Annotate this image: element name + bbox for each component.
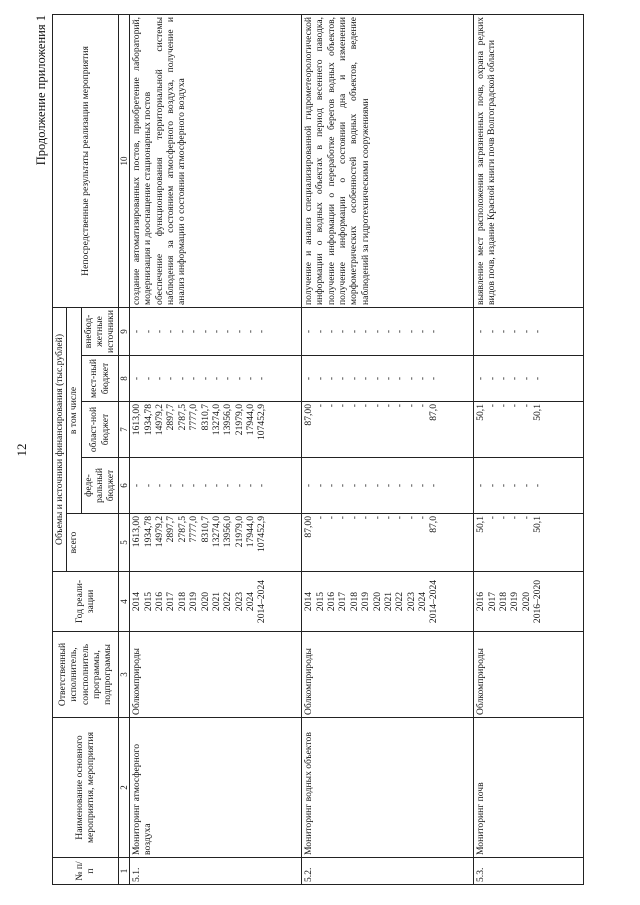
total-cell-value: - <box>337 516 349 520</box>
total-cell-value: 2787,5 <box>176 516 188 543</box>
row-executor: Облкомприроды <box>474 632 584 718</box>
total-cell-value: 8310,7 <box>199 516 211 543</box>
local-cell-value: - <box>497 376 509 381</box>
federal-cell-value: - <box>256 483 268 488</box>
regional-cell-value: 14979,2 <box>153 404 165 436</box>
total-cell-value: - <box>486 516 498 520</box>
regional-cell-value: - <box>509 404 521 408</box>
extrabudget-cell-value: - <box>325 329 337 334</box>
year-cell-value: 2014–2024 <box>428 579 440 624</box>
extrabudget-cell-value: - <box>348 329 360 334</box>
federal-cell-value: - <box>153 483 165 488</box>
local-cell-value: - <box>153 376 165 381</box>
year-cell-value: 2021 <box>382 591 394 612</box>
local-cell-value: - <box>360 376 372 381</box>
regional-cell-value: - <box>371 404 383 408</box>
total-cell-value: - <box>417 516 429 520</box>
local-cell-value: - <box>428 376 440 381</box>
local-cell-value: - <box>417 376 429 381</box>
column-index: 8 <box>118 356 130 402</box>
total-cell-value: - <box>382 516 394 520</box>
row-result <box>302 14 474 307</box>
year-cell-value: 2019 <box>509 591 521 612</box>
regional-cell <box>474 402 584 458</box>
total-cell-value: - <box>360 516 372 520</box>
extrabudget-cell <box>130 307 302 355</box>
local-cell-value: - <box>520 376 532 381</box>
federal-cell-value: - <box>210 483 222 488</box>
extrabudget-cell-value: - <box>475 329 487 334</box>
year-cell-value: 2018 <box>348 591 360 612</box>
regional-cell-value: 2787,5 <box>176 404 188 431</box>
extrabudget-cell-value: - <box>131 329 143 334</box>
regional-cell-value: 2897,7 <box>165 404 177 431</box>
extrabudget-cell <box>302 307 474 355</box>
year-cell-value: 2016 <box>475 591 487 612</box>
total-cell-value: - <box>509 516 521 520</box>
regional-cell <box>130 402 302 458</box>
year-cell-value: 2024 <box>417 591 429 612</box>
total-cell-value: 1613,00 <box>131 516 143 548</box>
year-cell-value: 2021 <box>210 591 222 612</box>
local-cell-value: - <box>382 376 394 381</box>
federal-cell <box>302 458 474 514</box>
local-cell-value: - <box>233 376 245 381</box>
extrabudget-cell-value: - <box>233 329 245 334</box>
extrabudget-cell-value: - <box>165 329 177 334</box>
local-cell-value: - <box>325 376 337 381</box>
year-cell-value: 2014–2024 <box>256 579 268 624</box>
regional-cell-value: 21979,0 <box>233 404 245 436</box>
local-cell-value: - <box>509 376 521 381</box>
federal-cell-value: - <box>314 483 326 488</box>
extrabudget-cell-value: - <box>497 329 509 334</box>
local-cell-value: - <box>245 376 257 381</box>
federal-cell-value: - <box>394 483 406 488</box>
regional-cell-value: 7777,0 <box>188 404 200 431</box>
extrabudget-cell-value: - <box>428 329 440 334</box>
federal-cell-value: - <box>303 483 315 488</box>
year-cell-value: 2020 <box>371 591 383 612</box>
local-cell-value: - <box>394 376 406 381</box>
column-index: 9 <box>118 307 130 355</box>
header-funding: Объемы и источники финансирования (тыс.рублей) <box>53 307 67 571</box>
column-index: 1 <box>118 858 130 885</box>
regional-cell-value: 1613,00 <box>131 404 143 436</box>
federal-cell-value: - <box>348 483 360 488</box>
local-cell-value: - <box>131 376 143 381</box>
local-cell-value: - <box>337 376 349 381</box>
result-text: получение и анализ специализированной гидрометеорологической информации о водных объектах в период весеннего паводка, получение информации о переработке берегов водных объектов, получение информации о состоянии дна и изменении морфометрических особенностей водных объектов, ведение наблюдений за гидротехническими сооружениями <box>303 16 371 305</box>
year-cell-value: 2014 <box>303 591 315 612</box>
federal-cell-value: - <box>142 483 154 488</box>
federal-cell-value: - <box>233 483 245 488</box>
program-table <box>52 14 584 885</box>
total-cell-value: - <box>325 516 337 520</box>
local-cell-value: - <box>314 376 326 381</box>
total-cell-value: 13274,0 <box>210 516 222 548</box>
regional-cell-value: - <box>325 404 337 408</box>
regional-cell-value: 8310,7 <box>199 404 211 431</box>
year-cell-value: 2015 <box>142 591 154 612</box>
regional-cell <box>302 402 474 458</box>
header-executor: Ответственный исполнитель, соисполнитель программы, подпрограммы <box>53 632 119 718</box>
extrabudget-cell-value: - <box>210 329 222 334</box>
regional-cell-value: 1934,78 <box>142 404 154 436</box>
total-cell-value: 17944,0 <box>245 516 257 548</box>
row-number: 5.2. <box>302 858 474 885</box>
local-cell-value: - <box>256 376 268 381</box>
row-name: Мониторинг атмосферного воздуха <box>130 718 302 858</box>
local-cell-value: - <box>371 376 383 381</box>
regional-cell-value: - <box>497 404 509 408</box>
regional-cell-value: - <box>348 404 360 408</box>
total-cell <box>130 514 302 572</box>
federal-cell-value: - <box>165 483 177 488</box>
year-cell-value: 2019 <box>360 591 372 612</box>
local-cell <box>130 356 302 402</box>
regional-cell-value: 17944,0 <box>245 404 257 436</box>
total-cell <box>474 514 584 572</box>
extrabudget-cell-value: - <box>142 329 154 334</box>
regional-cell-value: - <box>417 404 429 408</box>
federal-cell <box>130 458 302 514</box>
table-row <box>474 14 584 884</box>
column-index: 6 <box>118 458 130 514</box>
extrabudget-cell-value: - <box>532 329 544 334</box>
regional-cell-value: 50,1 <box>475 404 487 421</box>
regional-cell-value: - <box>405 404 417 408</box>
federal-cell-value: - <box>188 483 200 488</box>
header-extrabudget: внебюд-жетные источники <box>81 307 118 355</box>
federal-cell-value: - <box>371 483 383 488</box>
regional-cell-value: 87,00 <box>303 404 315 426</box>
local-cell-value: - <box>475 376 487 381</box>
header-year: Год реали-зации <box>53 572 119 632</box>
local-cell-value: - <box>188 376 200 381</box>
federal-cell-value: - <box>382 483 394 488</box>
local-cell-value: - <box>348 376 360 381</box>
extrabudget-cell-value: - <box>188 329 200 334</box>
extrabudget-cell-value: - <box>382 329 394 334</box>
total-cell-value: - <box>348 516 360 520</box>
extrabudget-cell-value: - <box>245 329 257 334</box>
year-cell-value: 2014 <box>131 591 143 612</box>
header-federal: феде-ральный бюджет <box>81 458 118 514</box>
total-cell-value: 50,1 <box>475 516 487 533</box>
federal-cell-value: - <box>199 483 211 488</box>
extrabudget-cell-value: - <box>314 329 326 334</box>
total-cell-value: - <box>520 516 532 520</box>
year-cell-value: 2024 <box>245 591 257 612</box>
row-executor: Облкомприроды <box>130 632 302 718</box>
regional-cell-value: - <box>394 404 406 408</box>
local-cell-value: - <box>486 376 498 381</box>
federal-cell-value: - <box>337 483 349 488</box>
row-result <box>474 14 584 307</box>
year-cell <box>474 572 584 632</box>
federal-cell-value: - <box>475 483 487 488</box>
federal-cell-value: - <box>497 483 509 488</box>
column-index: 2 <box>118 718 130 858</box>
column-index: 10 <box>118 14 130 307</box>
regional-cell-value: 87,0 <box>428 404 440 421</box>
local-cell-value: - <box>303 376 315 381</box>
year-cell-value: 2018 <box>176 591 188 612</box>
regional-cell-value: - <box>360 404 372 408</box>
regional-cell-value: 13274,0 <box>210 404 222 436</box>
local-cell-value: - <box>532 376 544 381</box>
total-cell-value: 1934,78 <box>142 516 154 548</box>
local-cell-value: - <box>176 376 188 381</box>
year-cell <box>302 572 474 632</box>
regional-cell-value: - <box>520 404 532 408</box>
extrabudget-cell-value: - <box>520 329 532 334</box>
year-cell-value: 2019 <box>188 591 200 612</box>
federal-cell-value: - <box>520 483 532 488</box>
regional-cell-value: - <box>337 404 349 408</box>
extrabudget-cell-value: - <box>256 329 268 334</box>
column-index: 4 <box>118 572 130 632</box>
row-number: 5.3. <box>474 858 584 885</box>
federal-cell-value: - <box>417 483 429 488</box>
federal-cell-value: - <box>532 483 544 488</box>
page-number: 12 <box>14 443 29 457</box>
year-cell-value: 2020 <box>520 591 532 612</box>
year-cell <box>130 572 302 632</box>
year-cell-value: 2022 <box>222 591 234 612</box>
federal-cell-value: - <box>509 483 521 488</box>
federal-cell-value: - <box>131 483 143 488</box>
header-results: Непосредственные результаты реализации мероприятия <box>53 14 119 307</box>
total-cell-value: 7777,0 <box>188 516 200 543</box>
rotated-page <box>14 15 620 885</box>
year-cell-value: 2015 <box>314 591 326 612</box>
total-cell-value: - <box>497 516 509 520</box>
federal-cell-value: - <box>176 483 188 488</box>
year-cell-value: 2016 <box>153 591 165 612</box>
total-cell-value: 2897,7 <box>165 516 177 543</box>
extrabudget-cell <box>474 307 584 355</box>
federal-cell-value: - <box>222 483 234 488</box>
header-total: всего <box>67 514 118 572</box>
federal-cell-value: - <box>325 483 337 488</box>
row-number: 5.1. <box>130 858 302 885</box>
regional-cell-value: 13956,0 <box>222 404 234 436</box>
total-cell-value: - <box>405 516 417 520</box>
table-row <box>302 14 474 884</box>
federal-cell-value: - <box>405 483 417 488</box>
year-cell-value: 2016 <box>325 591 337 612</box>
extrabudget-cell-value: - <box>417 329 429 334</box>
total-cell-value: 87,0 <box>428 516 440 533</box>
local-cell <box>474 356 584 402</box>
regional-cell-value: - <box>382 404 394 408</box>
row-name: Мониторинг почв <box>474 718 584 858</box>
header-name: Наименование основного мероприятия, мероприятия <box>53 718 119 858</box>
row-executor: Облкомприроды <box>302 632 474 718</box>
year-cell-value: 2022 <box>394 591 406 612</box>
total-cell-value: 13956,0 <box>222 516 234 548</box>
year-cell-value: 2023 <box>233 591 245 612</box>
year-cell-value: 2020 <box>199 591 211 612</box>
extrabudget-cell-value: - <box>486 329 498 334</box>
table-row <box>130 14 302 884</box>
continuation-title: Продолжение приложения 1 <box>34 15 48 166</box>
extrabudget-cell-value: - <box>199 329 211 334</box>
local-cell-value: - <box>405 376 417 381</box>
federal-cell-value: - <box>428 483 440 488</box>
year-cell-value: 2017 <box>486 591 498 612</box>
total-cell-value: - <box>394 516 406 520</box>
local-cell-value: - <box>210 376 222 381</box>
total-cell-value: 107452,9 <box>256 516 268 552</box>
year-cell-value: 2016–2020 <box>532 579 544 624</box>
result-text: выявление мест расположения загрязненных почв, охрана редких видов почв, издание Красной книги почв Волгоградской области <box>475 16 498 305</box>
extrabudget-cell-value: - <box>394 329 406 334</box>
local-cell <box>302 356 474 402</box>
column-index: 3 <box>118 632 130 718</box>
regional-cell-value: - <box>314 404 326 408</box>
row-result <box>130 14 302 307</box>
federal-cell-value: - <box>245 483 257 488</box>
extrabudget-cell-value: - <box>371 329 383 334</box>
extrabudget-cell-value: - <box>337 329 349 334</box>
result-text: создание автоматизированных постов, приобретение лабораторий, модернизация и дооснащение стационарных постов обеспечение функционирования территориальной системы наблюдения за состоянием атмосферного воздуха, получение и анализ информации о состоянии атмосферного воздуха <box>131 16 188 305</box>
year-cell-value: 2018 <box>497 591 509 612</box>
regional-cell-value: 50,1 <box>532 404 544 421</box>
column-index: 5 <box>118 514 130 572</box>
extrabudget-cell-value: - <box>405 329 417 334</box>
local-cell-value: - <box>222 376 234 381</box>
federal-cell-value: - <box>360 483 372 488</box>
year-cell-value: 2017 <box>165 591 177 612</box>
local-cell-value: - <box>199 376 211 381</box>
year-cell-value: 2023 <box>405 591 417 612</box>
header-including: в том числе <box>67 307 81 513</box>
extrabudget-cell-value: - <box>509 329 521 334</box>
federal-cell <box>474 458 584 514</box>
column-index-row <box>118 14 130 884</box>
header-regional: област-ной бюджет <box>81 402 118 458</box>
regional-cell-value: 107452,9 <box>256 404 268 440</box>
year-cell-value: 2017 <box>337 591 349 612</box>
extrabudget-cell-value: - <box>153 329 165 334</box>
total-cell-value: - <box>371 516 383 520</box>
extrabudget-cell-value: - <box>176 329 188 334</box>
extrabudget-cell-value: - <box>303 329 315 334</box>
total-cell <box>302 514 474 572</box>
extrabudget-cell-value: - <box>222 329 234 334</box>
total-cell-value: 87,00 <box>303 516 315 538</box>
local-cell-value: - <box>142 376 154 381</box>
total-cell-value: 21979,0 <box>233 516 245 548</box>
column-index: 7 <box>118 402 130 458</box>
header-num: № п/п <box>53 858 119 885</box>
total-cell-value: 50,1 <box>532 516 544 533</box>
regional-cell-value: - <box>486 404 498 408</box>
total-cell-value: - <box>314 516 326 520</box>
header-local: мест-ный бюджет <box>81 356 118 402</box>
federal-cell-value: - <box>486 483 498 488</box>
extrabudget-cell-value: - <box>360 329 372 334</box>
local-cell-value: - <box>165 376 177 381</box>
row-name: Мониторинг водных объектов <box>302 718 474 858</box>
total-cell-value: 14979,2 <box>153 516 165 548</box>
